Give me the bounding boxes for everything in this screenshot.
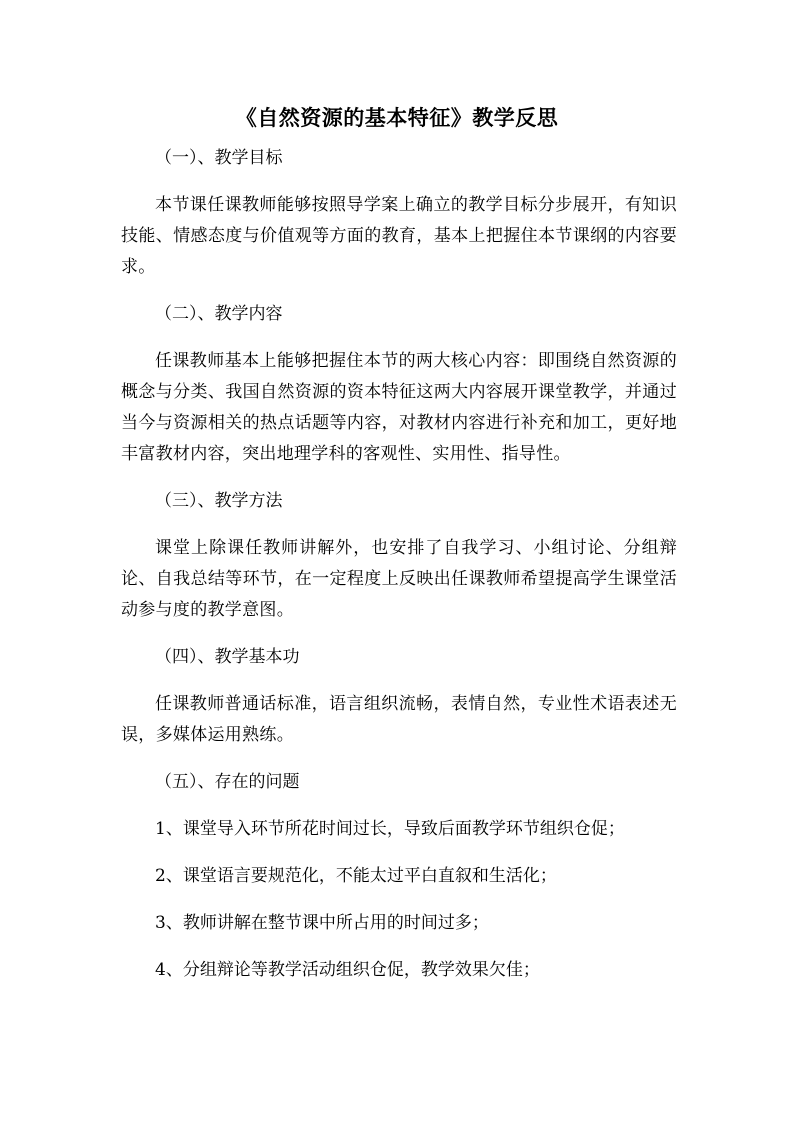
spacer (121, 330, 677, 346)
spacer (121, 892, 677, 908)
spacer (121, 798, 677, 814)
spacer (121, 174, 677, 190)
spacer (121, 283, 677, 299)
spacer (121, 673, 677, 689)
section-existing-problems (121, 767, 677, 986)
section-heading: （三）、教学方法 (155, 491, 283, 511)
spacer (121, 626, 677, 642)
section-teaching-content (121, 299, 677, 470)
section-paragraph: 课堂上除课任教师讲解外，也安排了自我学习、小组讨论、分组辩论、自我总结等环节，在一定程度上反映出任课教师希望提高学生课堂活动参与度的教学意图。 (121, 538, 677, 620)
list-item: 1、课堂导入环节所花时间过长，导致后面教学环节组织仓促； (155, 819, 625, 839)
section-teaching-skills (121, 642, 677, 751)
section-heading: （一）、教学目标 (155, 148, 283, 168)
document-body (121, 143, 677, 986)
section-paragraph: 本节课任课教师能够按照导学案上确立的教学目标分步展开，有知识技能、情感态度与价值观等方面的教育，基本上把握住本节课纲的内容要求。 (121, 195, 677, 277)
document-title: 《自然资源的基本特征》教学反思 (235, 105, 559, 130)
spacer (121, 517, 677, 533)
list-item: 2、课堂语言要规范化，不能太过平白直叙和生活化； (155, 866, 557, 886)
spacer (121, 939, 677, 955)
section-paragraph: 任课教师普通话标准，语言组织流畅，表情自然，专业性术语表述无误，多媒体运用熟练。 (121, 694, 677, 745)
section-heading: （四）、教学基本功 (155, 647, 300, 667)
section-teaching-methods (121, 486, 677, 626)
list-item: 3、教师讲解在整节课中所占用的时间过多； (155, 913, 489, 933)
list-item: 4、分组辩论等教学活动组织仓促，教学效果欠佳； (155, 960, 540, 980)
spacer (121, 470, 677, 486)
section-paragraph: 任课教师基本上能够把握住本节的两大核心内容：即围绕自然资源的概念与分类、我国自然资源的资本特征这两大内容展开课堂教学，并通过当今与资源相关的热点话题等内容，对教材内容进行补充和加工，更好地丰富教材内容，突出地理学科的客观性、实用性、指导性。 (121, 351, 677, 464)
section-heading: （五）、存在的问题 (155, 772, 300, 792)
spacer (121, 751, 677, 767)
section-heading: （二）、教学内容 (155, 304, 283, 324)
section-teaching-goals (121, 143, 677, 283)
spacer (121, 845, 677, 861)
